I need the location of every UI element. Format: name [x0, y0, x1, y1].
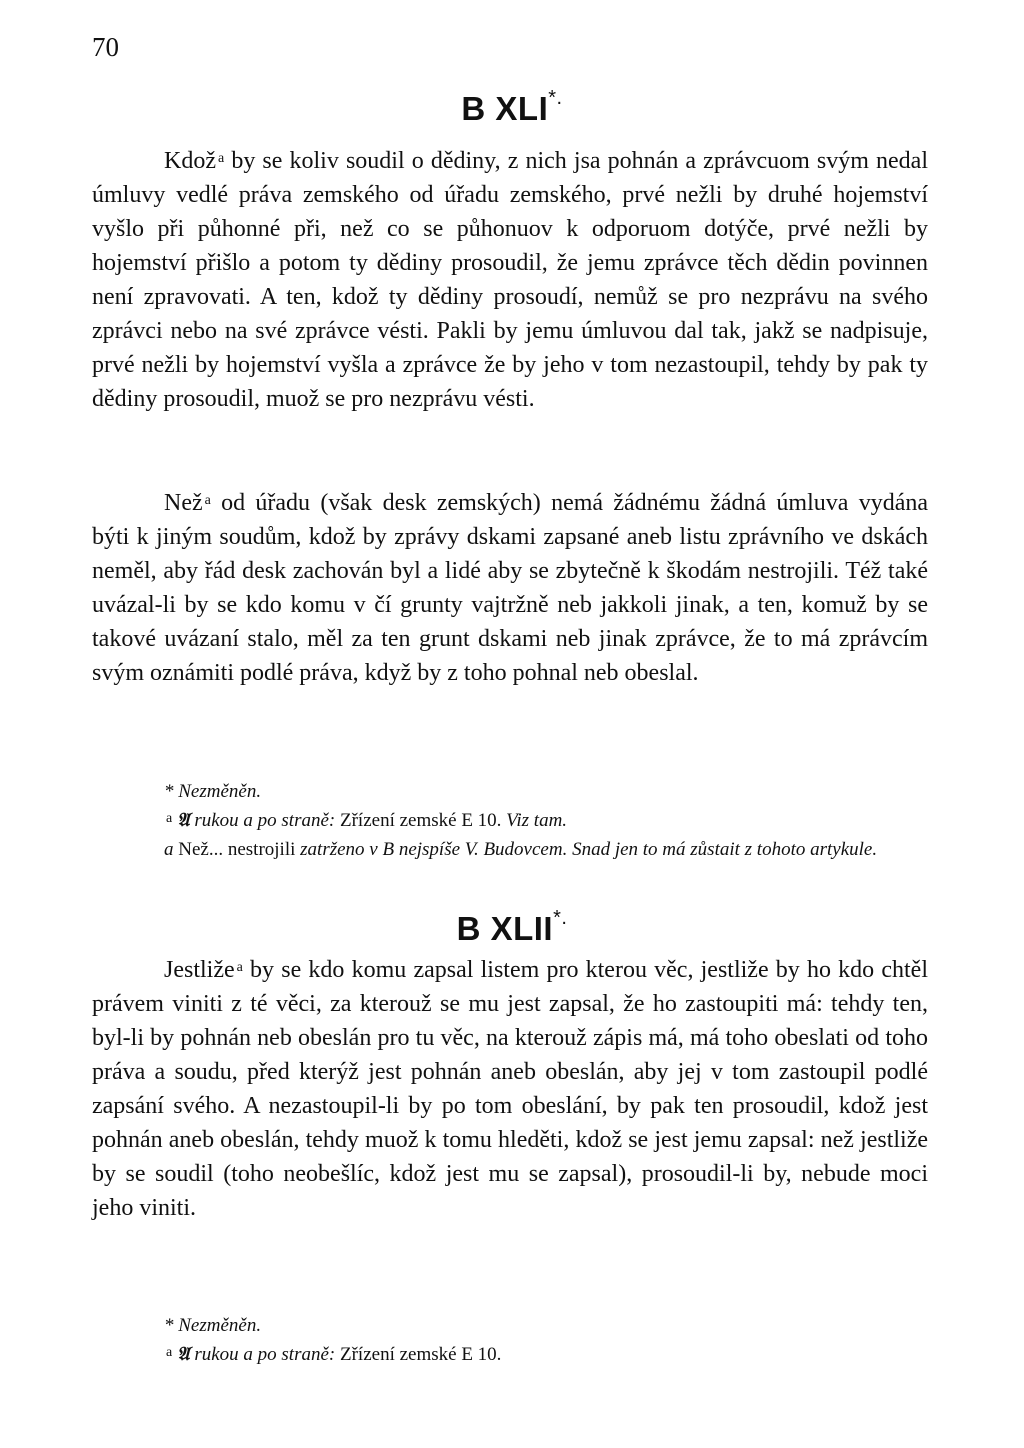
section-heading-mark: *.: [548, 87, 563, 109]
footnotes: [92, 777, 928, 864]
footnote-a1: [92, 1340, 928, 1369]
footnote-italic: rukou a po straně:: [194, 1344, 336, 1365]
paragraph-lead: Jestliže: [164, 957, 235, 983]
footnote-a2: [92, 835, 928, 864]
section-heading-b-xli: [0, 87, 1024, 127]
section-heading-b-xlii: [0, 907, 1024, 947]
footnote-marker: a: [236, 960, 243, 975]
section-heading-text: B XLI: [461, 90, 549, 127]
paragraph: [92, 953, 928, 1225]
footnote-marker: a: [217, 151, 225, 166]
footnotes: [92, 1311, 928, 1369]
fraktur-letter: 𝔄: [176, 1344, 190, 1365]
footnote-plain: Zřízení zemské E 10.: [339, 810, 502, 831]
paragraph-lead: Než: [164, 490, 203, 516]
footnote-italic: zatrženo v B nejspíše V. Budovcem. Snad jen to má zůstait z tohoto artykule.: [300, 839, 878, 860]
paragraph: [92, 144, 928, 416]
paragraph: [92, 486, 928, 690]
footnote-plain: Zřízení zemské E 10.: [339, 1344, 502, 1365]
footnote-marker: a: [166, 1345, 173, 1360]
page-number: 70: [92, 32, 119, 62]
paragraph-text: by se kdo komu zapsal listem pro kterou věc, jestliže by ho kdo chtěl právem viniti z té věci, za kterouž se mu jest zapsal, že ho zastoupiti má: tehdy ten, byl-li by pohnán neb obeslán pro tu věc, na kterouž zápis má, má toho obeslati od toho práva a soudu, před kterýž jest pohnán aneb obeslán, aby jej v tom zastoupil podlé zapsání svého. A nezastoupil-li by po tom obeslání, by pak ten prosoudil, kdož jest pohnán aneb obeslán, tehdy muož k tomu hleděti, kdož se jest jemu zapsal: než jestliže by se soudil (toho neobešlíc, kdož jest mu se zapsal), prosoudil-li by, nebude moci jeho viniti.: [92, 957, 928, 1221]
footnote-marker: a: [204, 493, 211, 508]
footnote-plain: Než... nestrojili: [178, 839, 296, 860]
footnote-italic-end: Viz tam.: [506, 810, 568, 831]
fraktur-letter: 𝔄: [176, 810, 190, 831]
footnote-marker: a: [166, 811, 173, 826]
paragraph-lead: Kdož: [164, 148, 216, 174]
footnote-star: * Nezměněn.: [164, 1315, 262, 1336]
footnote-italic: rukou a po straně:: [194, 810, 336, 831]
section-heading-mark: *.: [553, 907, 568, 929]
footnote-star: * Nezměněn.: [164, 781, 262, 802]
paragraph-text: od úřadu (však desk zemských) nemá žádnému žádná úmluva vydána býti k jiným soudům, kdož by zprávy dskami zapsané aneb listu zprávního ve dskách neměl, aby řád desk zachován byl a lidé aby se zbytečně k škodám nestrojili. Též také uvázal-li by se kdo komu v čí grunty vajtržně neb jakkoli jinak, a ten, komuž by se takové uvázaní stalo, měl za ten grunt dskami neb jinak zprávce, že to má zprávcím svým oznámiti podlé práva, když by z toho pohnal neb obeslal.: [92, 490, 928, 686]
section-heading-text: B XLII: [456, 910, 554, 947]
paragraph-text: by se koliv soudil o dědiny, z nich jsa pohnán a zprávcuom svým nedal úmluvy vedlé práva zemského od úřadu zemského, prvé nežli by druhé hojemství vyšlo při půhonné při, než co se půhonuov k odporuom dotýče, prvé nežli by hojemství přišlo a potom ty dědiny prosoudil, že jemu zprávce těch dědin povinnen není zpravovati. A ten, kdož ty dědiny prosoudí, nemůž se pro nezprávu na svého zprávci nebo na své zprávce vésti. Pakli by jemu úmluvou dal tak, jakž se nadpisuje, prvé nežli by hojemství vyšla a zprávce že by jeho v tom nezastoupil, tehdy by pak ty dědiny prosoudil, muož se pro nezprávu vésti.: [92, 148, 928, 412]
footnote-marker: a: [164, 839, 174, 860]
footnote-a1: [92, 806, 928, 835]
